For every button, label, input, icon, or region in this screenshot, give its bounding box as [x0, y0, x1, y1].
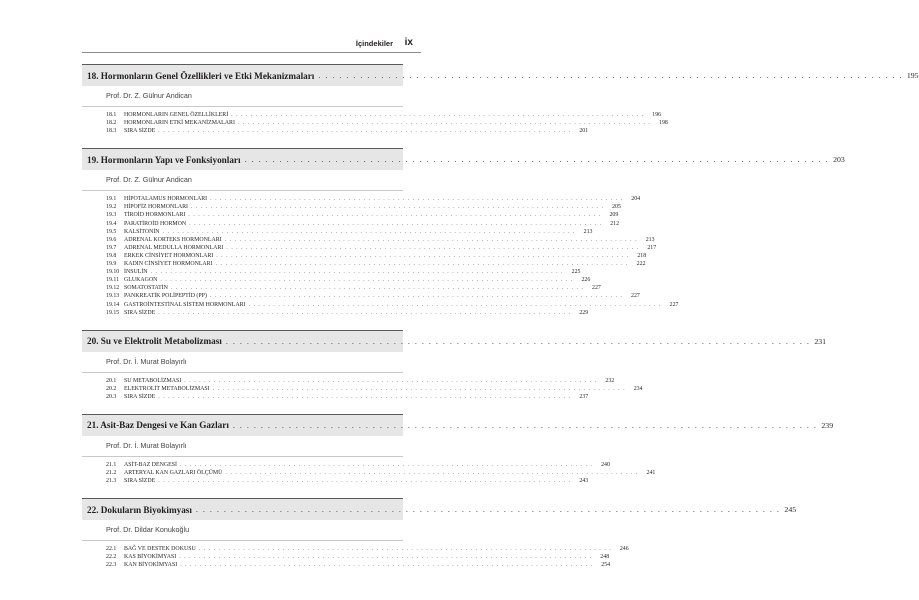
chapter-page-number: 245 [784, 505, 797, 515]
entry-title: SU METABOLİZMASI [124, 377, 182, 384]
toc-entry[interactable] [82, 212, 619, 220]
entry-page-number: 241 [646, 470, 656, 477]
chapter-author: Prof. Dr. Z. Gülnur Andican [106, 175, 192, 185]
entry-number: 19.5 [106, 228, 117, 235]
chapter-author: Prof. Dr. Z. Gülnur Andican [106, 91, 192, 100]
entry-number: 19.2 [106, 204, 117, 211]
chapter-author: Prof. Dr. İ. Murat Bolayırlı [106, 440, 187, 450]
chapter-page-number: 231 [814, 336, 827, 346]
chapter-title: 18. Hormonların Genel Özellikleri ve Etki Mekanizmaları [87, 70, 315, 81]
running-header-title: İçindekiler [355, 39, 393, 48]
chapter-heading[interactable] [82, 64, 919, 86]
entry-number: 20.3 [106, 393, 117, 400]
entry-title: KAN BİYOKİMYASI [124, 562, 178, 569]
dot-leader: . . . . . . . . . . . . . . . . . . . . . . . . . . . . . . . . . . . . . . . . . . . . . . . . . . . . . . . . . . . . . . . . . . . . . . . . . . . . . . . . . . . . [170, 285, 584, 292]
entry-page-number: 222 [636, 261, 646, 268]
entry-number: 19.9 [106, 261, 117, 268]
entry-list [82, 373, 643, 402]
entry-number: 22.2 [106, 554, 117, 561]
entry-number: 19.12 [106, 285, 120, 292]
entry-title: GLUKAGON [124, 277, 158, 284]
entry-number: 22.3 [106, 562, 117, 569]
toc-entry[interactable] [82, 301, 679, 310]
dot-leader: . . . . . . . . . . . . . . . . . . . . . . . . . . . . . . . . . . . . . . . . . . . . . . . . . . . . . . . . . . . . . . . . . . . . . . . . . . . . . . . . . . . . [225, 470, 639, 477]
dot-leader: . . . . . . . . . . . . . . . . . . . . . . . . . . . . . . . . . . . . . . . . . . . . . . . . . . . . . . . . . . . . . . . . . . . . . . . . . . . . . . . . . . . . [179, 554, 593, 561]
entry-title: SOMATOSTATİN [124, 285, 168, 292]
entry-title: ASİT-BAZ DENGESİ [124, 461, 177, 468]
toc-entry[interactable] [82, 293, 640, 301]
entry-page-number: 243 [579, 478, 589, 485]
chapter-page-number: 203 [833, 155, 845, 165]
entry-list [82, 191, 679, 317]
toc-entry[interactable] [82, 128, 589, 136]
entry-number: 19.15 [106, 309, 120, 316]
entry-number: 19.8 [106, 252, 117, 259]
dot-leader: . . . . . . . . . . . . . . . . . . . . . . . . . . . . . . . . . . . . . . . . . . . . . . . . . . . . . . . . . . . . . . . . . . . . . . . . . . . . . . . . . . . . [160, 277, 574, 284]
toc-entry[interactable] [82, 228, 593, 237]
chapter-section [82, 414, 834, 486]
entry-number: 19.1 [106, 196, 117, 203]
entry-page-number: 248 [600, 554, 610, 561]
dot-leader: . . . . . . . . . . . . . . . . . . . . . . . . . . . . . . . . . . . . . . . . . . . . . . . . . . . . . . . . . . . . . . . . . . . . . . . . . . . . . . . . . . . . [180, 562, 594, 569]
chapter-author: Prof. Dr. Dildar Konukoğlu [106, 525, 190, 535]
entry-list [82, 457, 656, 486]
entry-number: 19.7 [106, 244, 117, 251]
dot-leader: . . . . . . . . . . . . . . . . . . . . . . . . . . . . . . . . . . . . . . . . . . . . . . . . . . . . . . . . . . . . . . . . . . . . . . . . . . . . . . . . . . . . [216, 252, 630, 259]
dot-leader: . . . . . . . . . . . . . . . . . . . . . . . . . . . . . . . . . . . . . . . . . . . . . . . . . . . . . . . . . . . . . . . . . . . . . . . . . . . . . . . . . . . . [232, 420, 818, 430]
entry-page-number: 227 [631, 293, 640, 300]
toc-entry[interactable] [82, 562, 611, 570]
entry-page-number: 209 [609, 212, 619, 219]
dot-leader: . . . . . . . . . . . . . . . . . . . . . . . . . . . . . . . . . . . . . . . . . . . . . . . . . . . . . . . . . . . . . . . . . . . . . . . . . . . . . . . . . . . . [162, 228, 576, 235]
entry-title: ADRENAL KORTEKS HORMONLARI [124, 236, 222, 243]
entry-list [82, 541, 629, 570]
entry-page-number: 213 [645, 236, 655, 243]
toc-entry[interactable] [82, 377, 615, 386]
dot-leader: . . . . . . . . . . . . . . . . . . . . . . . . . . . . . . . . . . . . . . . . . . . . . . . . . . . . . . . . . . . . . . . . . . . . . . . . . . . . . . . . . . . . [158, 128, 572, 135]
chapter-heading[interactable] [82, 498, 797, 520]
page-number: ix [404, 37, 413, 48]
dot-leader: . . . . . . . . . . . . . . . . . . . . . . . . . . . . . . . . . . . . . . . . . . . . . . . . . . . . . . . . . . . . . . . . . . . . . . . . . . . . . . . . . . . . [231, 112, 645, 118]
entry-number: 19.6 [106, 236, 117, 243]
dot-leader: . . . . . . . . . . . . . . . . . . . . . . . . . . . . . . . . . . . . . . . . . . . . . . . . . . . . . . . . . . . . . . . . . . . . . . . . . . . . . . . . . . . . [150, 269, 564, 276]
entry-page-number: 204 [631, 196, 641, 203]
entry-title: SIRA SİZDE [124, 478, 156, 485]
entry-title: ELEKTROLİT METABOLİZMASI [124, 385, 210, 392]
chapter-heading[interactable] [82, 414, 834, 436]
dot-leader: . . . . . . . . . . . . . . . . . . . . . . . . . . . . . . . . . . . . . . . . . . . . . . . . . . . . . . . . . . . . . . . . . . . . . . . . . . . . . . . . . . . . [158, 309, 572, 316]
toc-entry[interactable] [82, 220, 620, 229]
entry-page-number: 227 [592, 285, 601, 292]
entry-page-number: 218 [637, 252, 647, 259]
entry-number: 21.2 [106, 470, 117, 477]
entry-number: 20.2 [106, 385, 117, 392]
toc-entry[interactable] [82, 261, 646, 269]
entry-number: 18.1 [106, 112, 117, 118]
dot-leader: . . . . . . . . . . . . . . . . . . . . . . . . . . . . . . . . . . . . . . . . . . . . . . . . . . . . . . . . . . . . . . . . . . . . . . . . . . . . . . . . . . . . [158, 393, 572, 400]
toc-entry[interactable] [82, 385, 643, 394]
entry-number: 18.3 [106, 128, 117, 135]
page-header [82, 37, 421, 53]
dot-leader: . . . . . . . . . . . . . . . . . . . . . . . . . . . . . . . . . . . . . . . . . . . . . . . . . . . . . . . . . . . . . . . . . . . . . . . . . . . . . . . . . . . . [225, 336, 811, 346]
dot-leader: . . . . . . . . . . . . . . . . . . . . . . . . . . . . . . . . . . . . . . . . . . . . . . . . . . . . . . . . . . . . . . . . . . . . . . . . . . . . . . . . . . . . [190, 204, 604, 211]
entry-page-number: 254 [601, 562, 611, 569]
toc-entry[interactable] [82, 252, 647, 261]
dot-leader: . . . . . . . . . . . . . . . . . . . . . . . . . . . . . . . . . . . . . . . . . . . . . . . . . . . . . . . . . . . . . . . . . . . . . . . . . . . . . . . . . . . . [215, 261, 629, 268]
entry-number: 21.1 [106, 461, 117, 468]
toc-entry[interactable] [82, 244, 657, 253]
entry-title: PARATİROİD HORMON [124, 220, 187, 227]
entry-page-number: 213 [583, 228, 593, 235]
entry-title: HORMONLARIN GENEL ÖZELLİKLERİ [124, 112, 229, 118]
dot-leader: . . . . . . . . . . . . . . . . . . . . . . . . . . . . . . . . . . . . . . . . . . . . . . . . . . . . . . . . . . . . . . . . . . . . . . . . . . . . . . . . . . . . [210, 196, 624, 203]
chapter-author: Prof. Dr. İ. Murat Bolayırlı [106, 356, 187, 366]
chapter-page-number: 239 [821, 420, 834, 430]
toc-entry[interactable] [82, 470, 656, 478]
chapter-title: 22. Dokuların Biyokimyası [87, 504, 192, 515]
entry-page-number: 246 [619, 546, 629, 553]
chapter-title: 19. Hormonların Yapı ve Fonksiyonları [87, 154, 241, 165]
entry-title: HİPOTALAMUS HORMONLARI [124, 196, 208, 203]
entry-page-number: 205 [612, 204, 621, 211]
entry-page-number: 198 [659, 120, 668, 127]
entry-title: KALSİTONİN [124, 228, 160, 235]
entry-number: 21.3 [106, 478, 117, 485]
toc-entry[interactable] [82, 393, 589, 402]
entry-page-number: 240 [601, 461, 610, 468]
chapter-heading[interactable] [82, 148, 845, 170]
table-of-contents [82, 64, 919, 583]
dot-leader: . . . . . . . . . . . . . . . . . . . . . . . . . . . . . . . . . . . . . . . . . . . . . . . . . . . . . . . . . . . . . . . . . . . . . . . . . . . . . . . . . . . . [158, 478, 572, 485]
toc-entry[interactable] [82, 112, 662, 120]
entry-list [82, 107, 668, 136]
entry-number: 19.10 [106, 269, 120, 276]
entry-number: 19.13 [106, 293, 120, 300]
entry-title: KAS BİYOKİMYASI [124, 554, 177, 561]
entry-page-number: 226 [581, 277, 591, 284]
chapter-title: 20. Su ve Elektrolit Metabolizması [87, 336, 222, 347]
entry-title: PANKREATİK POLİPEPTİD (PP) [124, 293, 207, 300]
entry-title: KADIN CİNSİYET HORMONLARI [124, 261, 213, 268]
entry-title: SIRA SİZDE [124, 128, 156, 135]
dot-leader: . . . . . . . . . . . . . . . . . . . . . . . . . . . . . . . . . . . . . . . . . . . . . . . . . . . . . . . . . . . . . . . . . . . . . . . . . . . . . . . . . . . . [248, 301, 662, 308]
entry-page-number: 217 [647, 244, 657, 251]
dot-leader: . . . . . . . . . . . . . . . . . . . . . . . . . . . . . . . . . . . . . . . . . . . . . . . . . . . . . . . . . . . . . . . . . . . . . . . . . . . . . . . . . . . . [188, 212, 602, 219]
entry-number: 18.2 [106, 120, 117, 127]
dot-leader: . . . . . . . . . . . . . . . . . . . . . . . . . . . . . . . . . . . . . . . . . . . . . . . . . . . . . . . . . . . . . . . . . . . . . . . . . . . . . . . . . . . . [179, 461, 593, 468]
chapter-section [82, 498, 797, 570]
entry-title: BAĞ VE DESTEK DOKUSU [124, 546, 196, 553]
chapter-section [82, 64, 919, 136]
dot-leader: . . . . . . . . . . . . . . . . . . . . . . . . . . . . . . . . . . . . . . . . . . . . . . . . . . . . . . . . . . . . . . . . . . . . . . . . . . . . . . . . . . . . [209, 293, 623, 300]
entry-page-number: 229 [579, 309, 589, 316]
dot-leader: . . . . . . . . . . . . . . . . . . . . . . . . . . . . . . . . . . . . . . . . . . . . . . . . . . . . . . . . . . . . . . . . . . . . . . . . . . . . . . . . . . . . [318, 71, 903, 80]
entry-title: İNSULİN [124, 269, 148, 276]
dot-leader: . . . . . . . . . . . . . . . . . . . . . . . . . . . . . . . . . . . . . . . . . . . . . . . . . . . . . . . . . . . . . . . . . . . . . . . . . . . . . . . . . . . . [226, 244, 640, 251]
dot-leader: . . . . . . . . . . . . . . . . . . . . . . . . . . . . . . . . . . . . . . . . . . . . . . . . . . . . . . . . . . . . . . . . . . . . . . . . . . . . . . . . . . . . [195, 505, 781, 515]
toc-entry[interactable] [82, 120, 668, 128]
entry-page-number: 201 [579, 128, 589, 135]
dot-leader: . . . . . . . . . . . . . . . . . . . . . . . . . . . . . . . . . . . . . . . . . . . . . . . . . . . . . . . . . . . . . . . . . . . . . . . . . . . . . . . . . . . . [212, 385, 626, 392]
entry-page-number: 232 [605, 377, 615, 384]
dot-leader: . . . . . . . . . . . . . . . . . . . . . . . . . . . . . . . . . . . . . . . . . . . . . . . . . . . . . . . . . . . . . . . . . . . . . . . . . . . . . . . . . . . . [237, 120, 651, 127]
chapter-title: 21. Asit-Baz Dengesi ve Kan Gazları [87, 420, 229, 431]
entry-number: 22.1 [106, 546, 117, 553]
entry-number: 19.11 [106, 277, 120, 284]
chapter-section [82, 330, 827, 402]
entry-title: SIRA SİZDE [124, 393, 156, 400]
dot-leader: . . . . . . . . . . . . . . . . . . . . . . . . . . . . . . . . . . . . . . . . . . . . . . . . . . . . . . . . . . . . . . . . . . . . . . . . . . . . . . . . . . . . [189, 220, 603, 227]
entry-number: 19.3 [106, 212, 117, 219]
header-rule [82, 52, 421, 53]
entry-page-number: 237 [579, 393, 589, 400]
chapter-heading[interactable] [82, 330, 827, 352]
entry-title: HORMONLARIN ETKİ MEKANİZMALARI [124, 120, 235, 127]
entry-title: HİPOFİZ HORMONLARI [124, 204, 188, 211]
entry-number: 19.14 [106, 301, 120, 308]
dot-leader: . . . . . . . . . . . . . . . . . . . . . . . . . . . . . . . . . . . . . . . . . . . . . . . . . . . . . . . . . . . . . . . . . . . . . . . . . . . . . . . . . . . . [224, 236, 638, 243]
entry-number: 19.4 [106, 220, 117, 227]
entry-title: SIRA SİZDE [124, 309, 156, 316]
entry-page-number: 227 [669, 301, 679, 308]
chapter-page-number: 195 [906, 71, 919, 80]
entry-title: ADRENAL MEDULLA HORMONLARI [124, 244, 224, 251]
entry-title: GASTROİNTESTİNAL SİSTEM HORMONLARI [124, 301, 246, 308]
entry-title: ARTERYAL KAN GAZLARI ÖLÇÜMÜ [124, 470, 223, 477]
toc-entry[interactable] [82, 478, 589, 486]
toc-entry[interactable] [82, 236, 655, 245]
entry-page-number: 196 [652, 112, 662, 118]
entry-page-number: 234 [633, 385, 643, 392]
entry-number: 20.1 [106, 377, 117, 384]
dot-leader: . . . . . . . . . . . . . . . . . . . . . . . . . . . . . . . . . . . . . . . . . . . . . . . . . . . . . . . . . . . . . . . . . . . . . . . . . . . . . . . . . . . . [184, 377, 598, 384]
toc-entry[interactable] [82, 309, 589, 318]
entry-title: ERKEK CİNSİYET HORMONLARI [124, 252, 214, 259]
entry-title: TİROİD HORMONLARI [124, 212, 186, 219]
toc-entry[interactable] [82, 269, 581, 277]
dot-leader: . . . . . . . . . . . . . . . . . . . . . . . . . . . . . . . . . . . . . . . . . . . . . . . . . . . . . . . . . . . . . . . . . . . . . . . . . . . . . . . . . . . . [244, 155, 830, 165]
dot-leader: . . . . . . . . . . . . . . . . . . . . . . . . . . . . . . . . . . . . . . . . . . . . . . . . . . . . . . . . . . . . . . . . . . . . . . . . . . . . . . . . . . . . [198, 546, 612, 553]
entry-page-number: 212 [610, 220, 620, 227]
chapter-section [82, 148, 845, 317]
toc-entry[interactable] [82, 461, 610, 470]
entry-page-number: 225 [571, 269, 581, 276]
